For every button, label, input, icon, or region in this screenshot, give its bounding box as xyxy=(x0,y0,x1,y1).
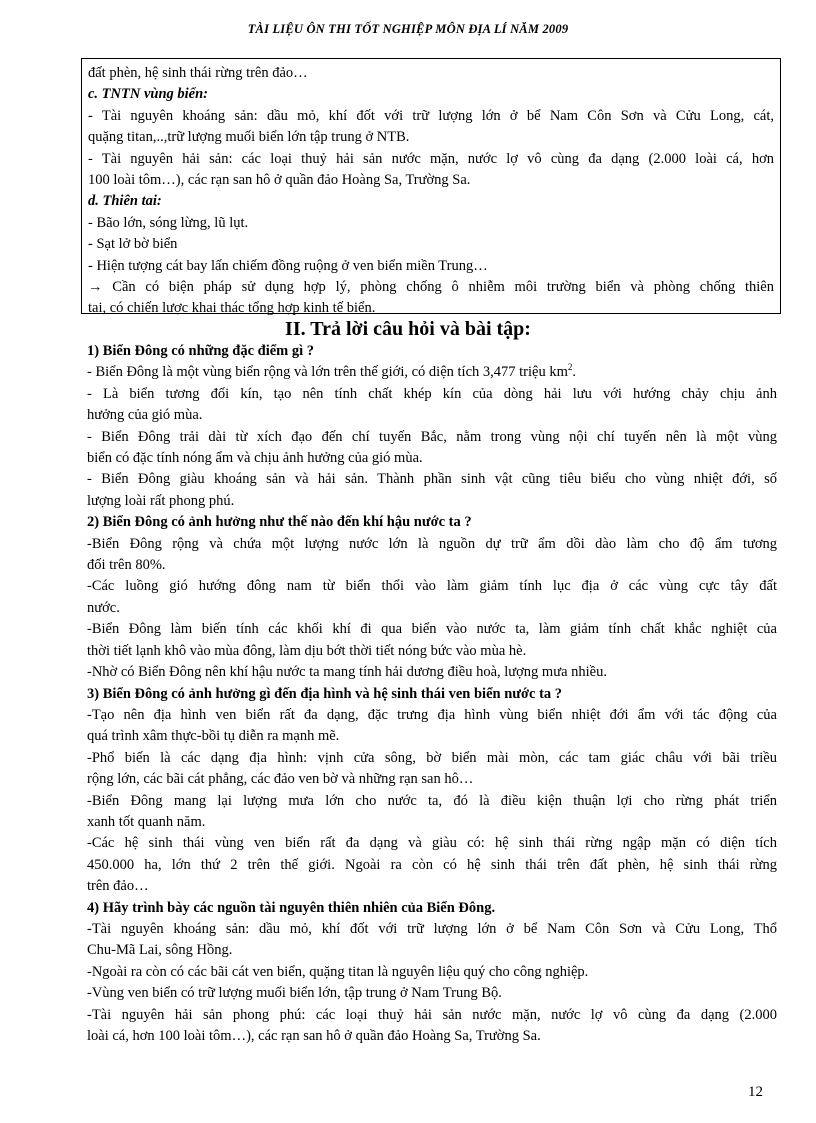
paragraph-line: -Tài nguyên hải sản phong phú: các loại thuỷ hải sản nước mặn, nước lợ vô cùng đa dạng (2.000 xyxy=(87,1006,777,1023)
paragraph-line: nước. xyxy=(87,599,120,616)
paragraph-line: 100 loài tôm…), các rạn san hô ở quần đảo Hoàng Sa, Trường Sa. xyxy=(88,172,471,189)
page-number: 12 xyxy=(748,1084,763,1100)
paragraph-line: hưởng của gió mùa. xyxy=(87,407,203,424)
paragraph-line: xanh tốt quanh năm. xyxy=(87,813,206,830)
paragraph-line: 450.000 ha, lớn thứ 2 trên thế giới. Ngoài ra còn có hệ sinh thái trên đất phèn, hệ sinh thái rừng xyxy=(87,856,777,873)
paragraph-line: Chu-Mã Lai, sông Hồng. xyxy=(87,942,233,959)
paragraph-line: -Biển Đông rộng và chứa một lượng nước lớn là nguồn dự trữ ẩm dồi dào làm cho độ ẩm tương xyxy=(87,535,777,552)
section-title: II. Trả lời câu hỏi và bài tập: xyxy=(285,318,531,340)
paragraph-line xyxy=(87,362,777,383)
paragraph-line: -Các hệ sinh thái vùng ven biển rất đa dạng và giàu có: hệ sinh thái rừng ngập mặn có diện tích xyxy=(87,835,777,852)
paragraph-line: → Cần có biện pháp sử dụng hợp lý, phòng chống ô nhiễm môi trường biển và phòng chống thiên xyxy=(88,279,774,296)
paragraph-line: -Các luồng gió hướng đông nam từ biển thổi vào làm giảm tính lục địa ở các vùng cực tây đất xyxy=(87,578,777,595)
subsection-heading: c. TNTN vùng biển: xyxy=(88,86,209,103)
paragraph-line: -Biển Đông mang lại lượng mưa lớn cho nước ta, đó là điều kiện thuận lợi cho rừng phát triển xyxy=(87,792,777,809)
paragraph-line: -Vùng ven biển có trữ lượng muối biển lớn, tập trung ở Nam Trung Bộ. xyxy=(87,985,502,1002)
paragraph-line: - Biển Đông giàu khoáng sản và hải sản. Thành phần sinh vật cũng tiêu biểu cho vùng nhiệt đới, số xyxy=(87,471,777,488)
paragraph-line: - Bão lớn, sóng lừng, lũ lụt. xyxy=(88,214,249,231)
paragraph-line: - Sạt lở bờ biển xyxy=(88,236,178,253)
qa-body xyxy=(87,341,777,1047)
paragraph-line: - Tài nguyên khoáng sản: dầu mỏ, khí đốt với trữ lượng lớn ở bể Nam Côn Sơn và Cửu Long, cát, xyxy=(88,107,774,124)
question-heading: 2) Biển Đông có ảnh hưởng như thế nào đến khí hậu nước ta ? xyxy=(87,514,472,531)
paragraph-line: quá trình xâm thực-bồi tụ diễn ra mạnh mẽ. xyxy=(87,728,340,745)
paragraph-line: - Tài nguyên hải sản: các loại thuỷ hải sản nước mặn, nước lợ vô cùng đa dạng (2.000 loài cá, hơn xyxy=(88,150,774,167)
subsection-heading: d. Thiên tai: xyxy=(88,193,162,210)
paragraph-line: rộng lớn, các bãi cát phẳng, các đảo ven bờ và những rạn san hô… xyxy=(87,771,474,788)
paragraph-line: - Hiện tượng cát bay lấn chiếm đồng ruộng ở ven biển miền Trung… xyxy=(88,257,488,274)
question-heading: 4) Hãy trình bày các nguồn tài nguyên thiên nhiên của Biển Đông. xyxy=(87,899,496,916)
question-heading: 3) Biển Đông có ảnh hưởng gì đến địa hình và hệ sinh thái ven biển nước ta ? xyxy=(87,685,563,702)
question-heading: 1) Biển Đông có những đặc điểm gì ? xyxy=(87,343,315,359)
text-span: - Biển Đông là một vùng biển rộng và lớn trên thế giới, có diện tích 3,477 triệu km xyxy=(87,364,568,381)
paragraph-line: -Tài nguyên khoáng sản: dầu mỏ, khí đốt với trữ lượng lớn ở bể Nam Côn Sơn và Cửu Long, Thổ xyxy=(87,920,777,937)
paragraph-line: đất phèn, hệ sinh thái rừng trên đảo… xyxy=(88,65,308,81)
paragraph-line: -Tạo nên địa hình ven biển rất đa dạng, đặc trưng địa hình vùng biển nhiệt đới ẩm với tác động của xyxy=(87,706,777,723)
paragraph-line: - Biển Đông trải dài từ xích đạo đến chí tuyến Bắc, nằm trong vùng nội chí tuyến nên là một vùng xyxy=(87,428,777,445)
paragraph-line: -Biển Đông làm biến tính các khối khí đi qua biển vào nước ta, làm giảm tính chất khắc nghiệt của xyxy=(87,621,777,638)
paragraph-line: -Phổ biến là các dạng địa hình: vịnh cửa sông, bờ biển mài mòn, các tam giác châu với bãi triều xyxy=(87,749,777,766)
paragraph-line: biển có đặc tính nóng ẩm và chịu ảnh hưởng của gió mùa. xyxy=(87,450,423,467)
paragraph-line: lượng loài rất phong phú. xyxy=(87,492,235,509)
paragraph-line: -Ngoài ra còn có các bãi cát ven biển, quặng titan là nguyên liệu quý cho công nghiệp. xyxy=(87,963,589,980)
summary-box xyxy=(81,58,781,317)
paragraph-line: trên đảo… xyxy=(87,878,149,895)
paragraph-line: quặng titan,..,trữ lượng muối biển lớn tập trung ở NTB. xyxy=(88,129,410,146)
paragraph-line: thời tiết lạnh khô vào mùa đông, làm dịu bớt thời tiết nóng bức vào mùa hè. xyxy=(87,642,527,659)
text-span: . xyxy=(572,364,576,381)
page-header: TÀI LIỆU ÔN THI TỐT NGHIỆP MÔN ĐỊA LÍ NĂM 2009 xyxy=(247,22,569,36)
superscript: 2 xyxy=(567,362,573,373)
paragraph-line: tai, có chiến lược khai thác tổng hợp kinh tế biển. xyxy=(88,300,376,317)
paragraph-line: đối trên 80%. xyxy=(87,557,166,574)
paragraph-line: -Nhờ có Biển Đông nên khí hậu nước ta mang tính hải dương điều hoà, lượng mưa nhiều. xyxy=(87,664,607,681)
paragraph-line: - Là biển tương đối kín, tạo nên tính chất khép kín của dòng hải lưu với hướng chảy chịu ảnh xyxy=(87,385,777,402)
paragraph-line: loài cá, hơn 100 loài tôm…), các rạn san hô ở quần đảo Hoàng Sa, Trường Sa. xyxy=(87,1028,541,1044)
